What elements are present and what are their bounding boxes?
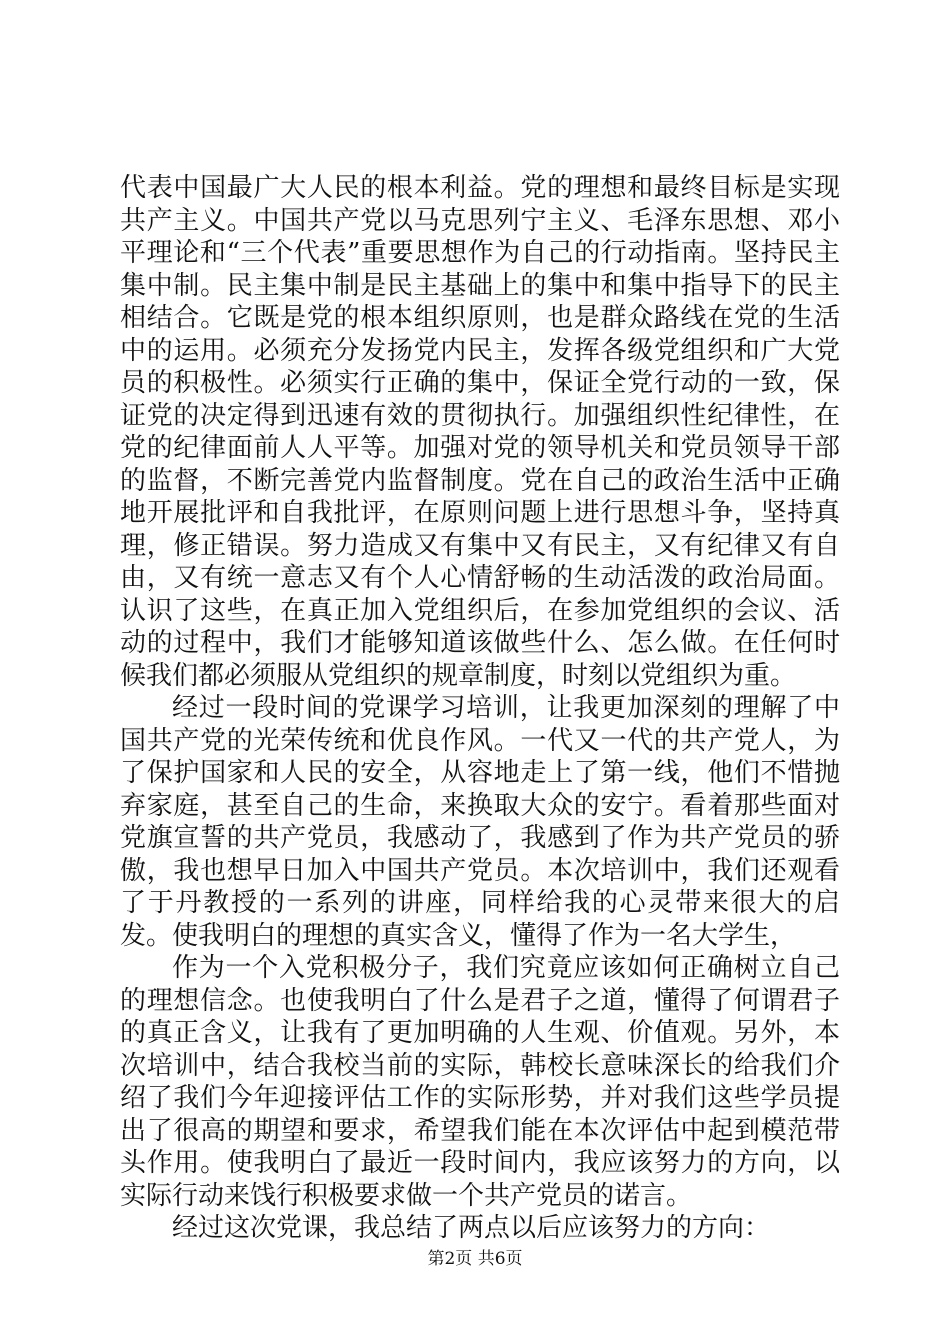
paragraph-4: 经过这次党课，我总结了两点以后应该努力的方向：: [172, 1213, 771, 1243]
paragraph-3: 作为一个入党积极分子，我们究竟应该如何正确树立自己的理想信念。也使我明白了什么是君子之道，懂得了何谓君子的真正含义，让我有了更加明确的人生观、价值观。另外，本次培训中，结合我校当前的实际，韩校长意味深长的给我们介绍了我们今年迎接评估工作的实际形势，并对我们这些学员提出了很高的期望和要求，希望我们能在本次评估中起到模范带头作用。使我明白了最近一段时间内，我应该努力的方向，以实际行动来饯行积极要求做一个共产党员的诺言。: [120, 953, 840, 1211]
paragraph-2: 经过一段时间的党课学习培训，让我更加深刻的理解了中国共产党的光荣传统和优良作风。一代又一代的共产党人，为了保护国家和人民的安全，从容地走上了第一线，他们不惜抛弃家庭，甚至自己的生命，来换取大众的安宁。看着那些面对党旗宣誓的共产党员，我感动了，我感到了作为共产党员的骄傲，我也想早日加入中国共产党员。本次培训中，我们还观看了于丹教授的一系列的讲座，同样给我的心灵带来很大的启发。使我明白的理想的真实含义，懂得了作为一名大学生，: [120, 693, 840, 951]
document-body: [120, 172, 840, 1245]
paragraph-1: 代表中国最广大人民的根本利益。党的理想和最终目标是实现共产主义。中国共产党以马克思列宁主义、毛泽东思想、邓小平理论和“三个代表”重要思想作为自己的行动指南。坚持民主集中制。民主集中制是民主基础上的集中和集中指导下的民主相结合。它既是党的根本组织原则，也是群众路线在党的生活中的运用。必须充分发扬党内民主，发挥各级党组织和广大党员的积极性。必须实行正确的集中，保证全党行动的一致，保证党的决定得到迅速有效的贯彻执行。加强组织性纪律性，在党的纪律面前人人平等。加强对党的领导机关和党员领导干部的监督，不断完善党内监督制度。党在自己的政治生活中正确地开展批评和自我批评，在原则问题上进行思想斗争，坚持真理，修正错误。努力造成又有集中又有民主，又有纪律又有自由，又有统一意志又有个人心情舒畅的生动活泼的政治局面。认识了这些，在真正加入党组织后，在参加党组织的会议、活动的过程中，我们才能够知道该做些什么、怎么做。在任何时候我们都必须服从党组织的规章制度，时刻以党组织为重。: [120, 173, 840, 691]
page-number-footer: 第2页 共6页: [427, 1249, 523, 1269]
